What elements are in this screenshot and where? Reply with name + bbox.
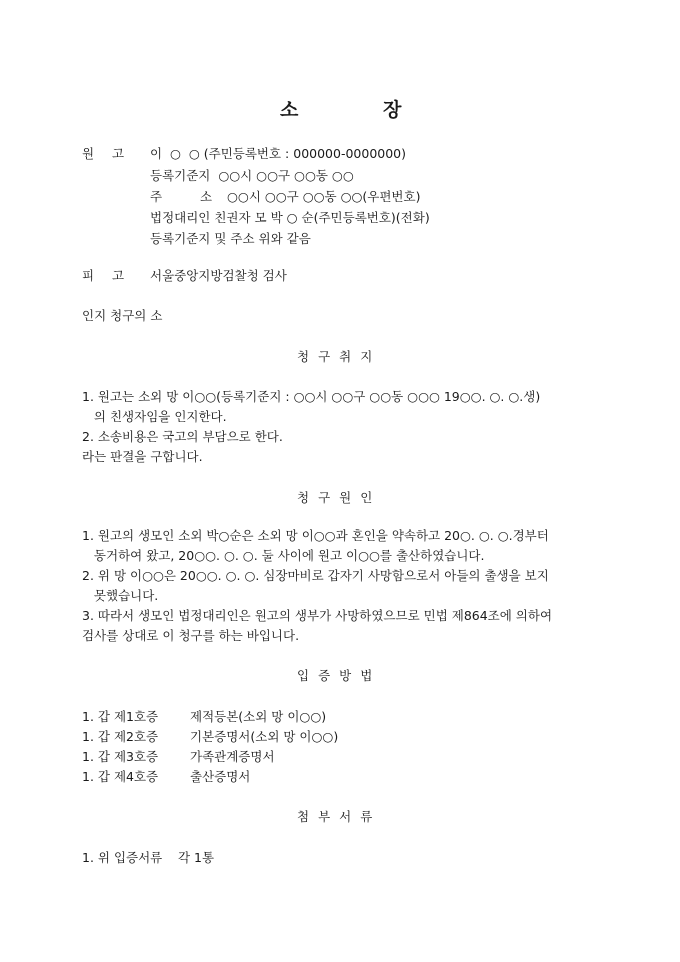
evidence-item-no: 1. 갑 제1호증 — [82, 709, 159, 724]
plaintiff-name: 이 ○ ○ (주민등록번호 : 000000-0000000) — [150, 146, 407, 161]
document-title-left: 소 — [280, 99, 299, 121]
plaintiff-registry: 등록기준지 ○○시 ○○구 ○○동 ○○ — [150, 168, 354, 183]
claim-purpose-line: 1. 원고는 소외 망 이○○(등록기준지 : ○○시 ○○구 ○○동 ○○○ 19○○. ○. ○.생) — [82, 389, 541, 404]
evidence-item-no: 1. 갑 제2호증 — [82, 729, 159, 744]
claim-purpose-line: 2. 소송비용은 국고의 부담으로 한다. — [82, 429, 283, 444]
plaintiff-same-address: 등록기준지 및 주소 위와 같음 — [150, 231, 311, 246]
plaintiff-address-label-1: 주 — [150, 189, 163, 204]
claim-purpose-line: 라는 판결을 구합니다. — [82, 449, 203, 464]
claim-cause-line: 3. 따라서 생모인 법정대리인은 원고의 생부가 사망하였으므로 민법 제864조에 의하여 — [82, 608, 553, 623]
evidence-item-desc: 가족관계증명서 — [190, 749, 275, 764]
attachments-heading: 첨부서류 — [297, 809, 382, 824]
evidence-item-desc: 기본증명서(소외 망 이○○) — [190, 729, 339, 744]
claim-cause-line: 1. 원고의 생모인 소외 박○순은 소외 망 이○○과 혼인을 약속하고 20○. ○. ○.경부터 — [82, 528, 549, 543]
plaintiff-address: ○○시 ○○구 ○○동 ○○(우편번호) — [227, 189, 421, 204]
claim-purpose-heading: 청구취지 — [297, 349, 382, 364]
claim-cause-line: 검사를 상대로 이 청구를 하는 바입니다. — [82, 628, 300, 643]
evidence-item-desc: 제적등본(소외 망 이○○) — [190, 709, 327, 724]
claim-cause-heading: 청구원인 — [297, 490, 382, 505]
claim-cause-line: 못했습니다. — [82, 588, 159, 603]
plaintiff-address-label-2: 소 — [200, 189, 213, 204]
plaintiff-label-2: 고 — [112, 146, 125, 161]
evidence-heading: 입증방법 — [297, 668, 382, 683]
case-name: 인지 청구의 소 — [82, 308, 163, 323]
defendant-value: 서울중앙지방검찰청 검사 — [150, 268, 287, 283]
defendant-label-1: 피 — [82, 268, 95, 283]
document-title-right: 장 — [383, 99, 402, 121]
claim-cause-line: 2. 위 망 이○○은 20○○. ○. ○. 심장마비로 갑자기 사망함으로서 아들의 출생을 보지 — [82, 568, 549, 583]
plaintiff-legal-agent: 법정대리인 친권자 모 박 ○ 순(주민등록번호)(전화) — [150, 210, 430, 225]
defendant-label-2: 고 — [112, 268, 125, 283]
attachment-item-no: 1. 위 입증서류 — [82, 850, 163, 865]
attachment-item-desc: 각 1통 — [178, 850, 215, 865]
evidence-item-no: 1. 갑 제4호증 — [82, 769, 159, 784]
plaintiff-label-1: 원 — [82, 146, 95, 161]
claim-purpose-line: 의 친생자임을 인지한다. — [82, 409, 227, 424]
evidence-item-no: 1. 갑 제3호증 — [82, 749, 159, 764]
claim-cause-line: 동거하여 왔고, 20○○. ○. ○. 둘 사이에 원고 이○○를 출산하였습니다. — [82, 548, 485, 563]
evidence-item-desc: 출산증명서 — [190, 769, 251, 784]
